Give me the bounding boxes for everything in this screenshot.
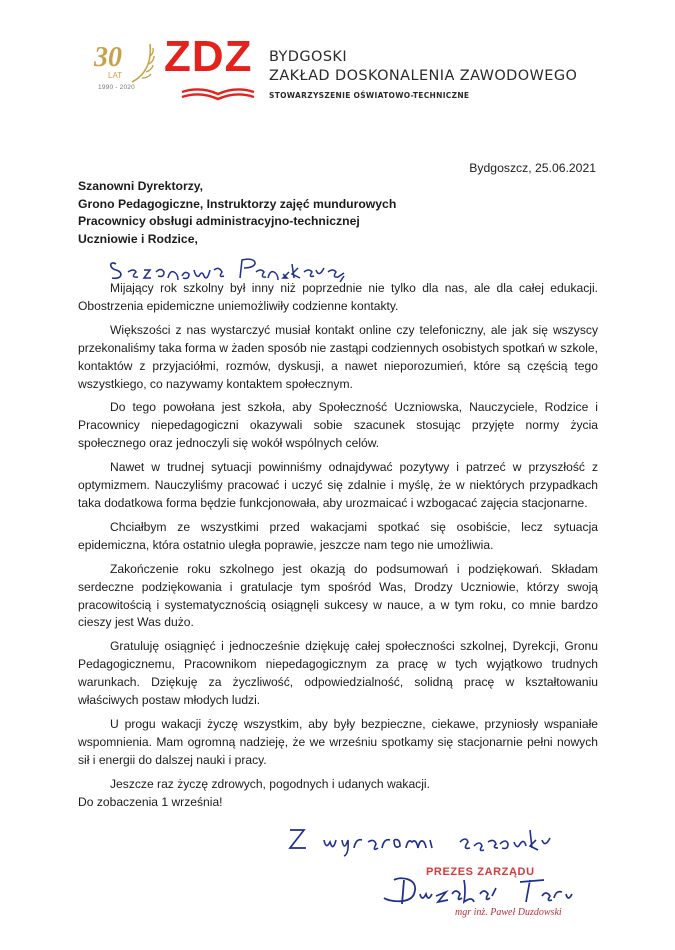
body-paragraph: Mijający rok szkolny był inny niż poprzednie nie tylko dla nas, ale dla całej edukacji. Obostrzenia epidemiczne uniemożliwiły codzienne kontakty. [78,281,598,313]
org-line-1: BYDGOSKI [269,49,348,65]
body-paragraph: Zakończenie roku szkolnego jest okazją do podsumowań i podziękowań. Składam serdeczne podziękowania i gratulacje tym spośród Was, Drodzy Uczniowie, którzy swoją pracowitością i systematycznością osiągnęli sukcesy w nauce, a w tym roku, co mnie bardzo cieszy jest Was dużo. [78,561,598,630]
stamp-title: PREZES ZARZĄDU [426,866,535,878]
body-paragraph: Większości z nas wystarczyć musiał kontakt online czy telefoniczny, ale jak się wszyscy przekonaliśmy taka forma w żaden sposób nie zastąpi codziennych osobistych spotkań w szkole, kontaktów z przyjaciółmi, rozmów, dyskusji, a nawet nieporozumień, które są częścią tego wszystkiego, co nazywamy kontaktem społecznym. [78,322,598,391]
addressee-line: Grono Pedagogiczne, Instruktorzy zajęć mundurowych [78,196,397,211]
body-paragraph: Gratuluję osiągnięć i jednocześnie dziękuję całej społeczności szkolnej, Dyrekcji, Gronu Pedagogicznemu, Pracownikom niepedagogicznym za pracę w tych wyjątkowo trudnych warunkach. Dziękuję za życzliwość, odpowiedzialność, solidną pracę w kształtowaniu właściwych postaw młodych ludzi. [78,639,598,708]
zdz-logo [164,32,253,100]
body-paragraph: Do tego powołana jest szkoła, aby Społeczność Uczniowska, Nauczyciele, Rodzice i Pracownicy niepedagogiczni okazywali sobie szacunek stosując przyjęte normy życia społecznego oraz jednoczyli się wokół wspólnych celów. [78,400,598,451]
addressee-line: Pracownicy obsługi administracyjno-technicznej [78,214,360,229]
addressee-block [78,178,396,249]
letterhead [92,32,612,113]
anniversary-word: LAT [108,71,123,80]
org-line-3: STOWARZYSZENIE OŚWIATOWO-TECHNICZNE [269,91,470,100]
anniversary-logo [92,38,158,98]
laurel-icon [92,38,158,88]
stamp-name: mgr inż. Paweł Duzdowski [455,907,562,918]
signature [380,872,590,912]
organization-name [269,48,629,100]
org-line-2: ZAKŁAD DOSKONALENIA ZAWODOWEGO [269,68,578,84]
anniversary-years: 1990 - 2020 [98,84,135,91]
body-paragraph: U progu wakacji życzę wszystkim, aby były bezpieczne, ciekawe, przyniosły wspaniałe wspomnienia. Mam ogromną nadzieję, że we wrześniu spotkamy się stacjonarnie pełni nowych sił i energii do dalszej nauki i pracy. [78,716,598,767]
book-icon [178,88,264,102]
closing-line: Do zobaczenia 1 września! [78,794,223,809]
addressee-line: Szanowni Dyrektorzy, [78,179,204,193]
letter-date: Bydgoszcz, 25.06.2021 [469,161,596,175]
body-paragraph: Chciałbym ze wszystkimi przed wakacjami spotkać się osobiście, lecz sytuacja epidemiczna, która ostatnio uległa poprawie, jeszcze nam tego nie umożliwia. [78,519,598,552]
logo-letters: ZDZ [164,32,253,81]
handwritten-regards [284,820,584,860]
anniversary-number: 30 [94,42,122,73]
body-paragraph: Jeszcze raz życzę zdrowych, pogodnych i udanych wakacji. [110,776,430,791]
letter-body [78,280,598,817]
body-paragraph: Nawet w trudnej sytuacji powinniśmy odnajdywać pozytywy i patrzeć w przyszłość z optymizmem. Nauczyliśmy pracować i uczyć się zdalnie i myślę, że w niektórych przypadkach taka dodatkowa forma będzie funkcjonowała, aby urozmaicać i wzbogacać zajęcia stacjonarne. [78,460,598,510]
addressee-line: Uczniowie i Rodzice, [78,232,198,247]
